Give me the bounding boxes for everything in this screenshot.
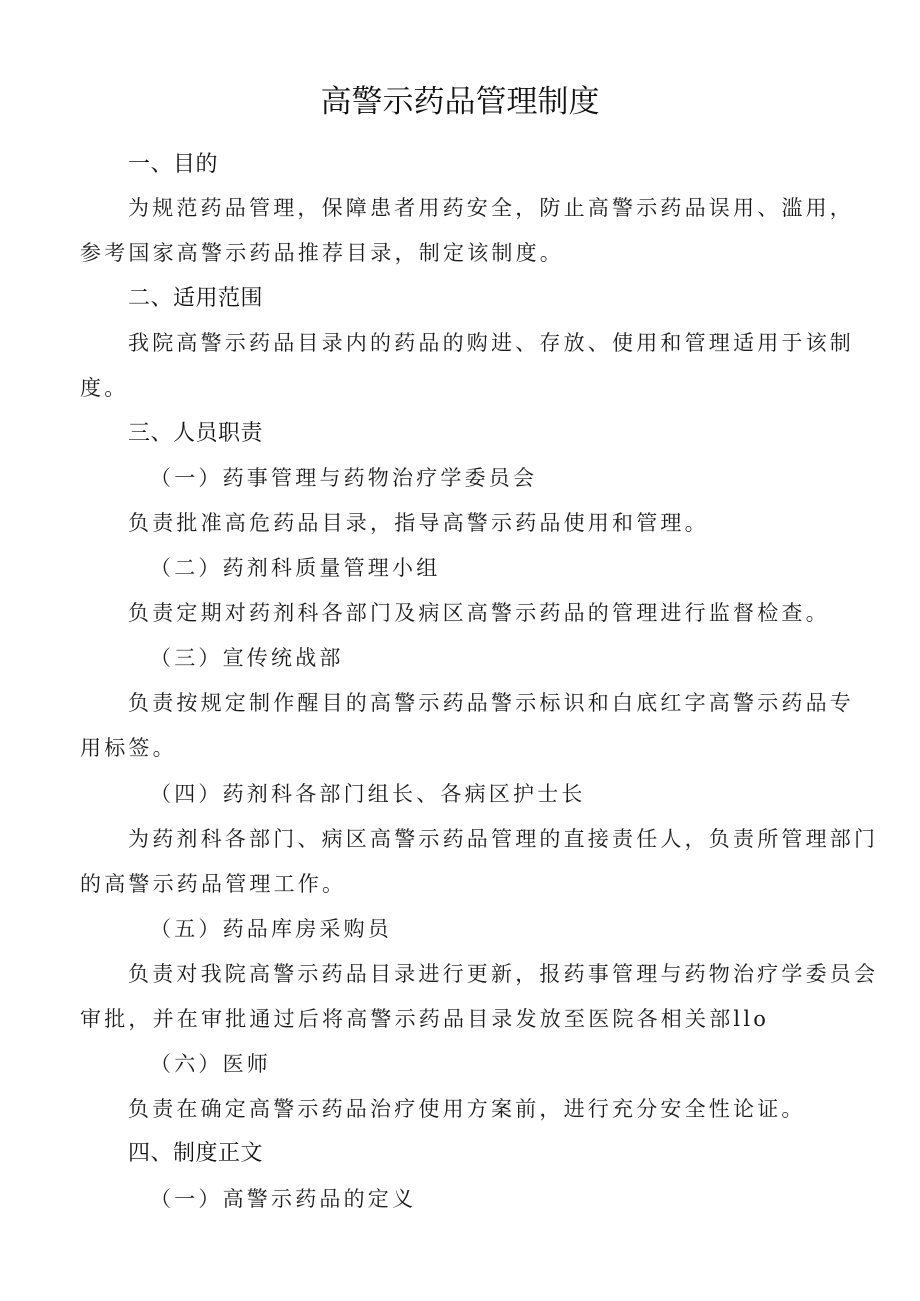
duty-subheading-1: （一）药事管理与药物治疗学委员会 (150, 466, 538, 490)
document-title: 高警示药品管理制度 (320, 84, 600, 120)
duty-1-line-1: 负责批准高危药品目录，指导高警示药品使用和管理。 (128, 511, 709, 535)
scope-paragraph-line-1: 我院高警示药品目录内的药品的购进、存放、使用和管理适用于该制 (128, 331, 854, 355)
duty-4-line-2: 的高警示药品管理工作。 (80, 872, 347, 896)
duty-subheading-4: （四）药剂科各部门组长、各病区护士长 (150, 782, 586, 806)
duty-2-line-1: 负责定期对药剂科各部门及病区高警示药品的管理进行监督检查。 (128, 601, 830, 625)
duty-3-line-2: 用标签。 (80, 736, 177, 760)
duty-subheading-2: （二）药剂科质量管理小组 (150, 556, 441, 580)
section-heading-purpose: 一、目的 (128, 152, 219, 177)
section-heading-scope: 二、适用范围 (128, 286, 264, 311)
main-text-subheading-1: （一）高警示药品的定义 (150, 1187, 417, 1211)
duty-3-line-1: 负责按规定制作醒目的高警示药品警示标识和白底红字高警示药品专 (128, 691, 854, 715)
duty-subheading-6: （六）医师 (150, 1052, 271, 1076)
duty-subheading-5: （五）药品库房采购员 (150, 917, 392, 941)
duty-4-line-1: 为药剂科各部门、病区高警示药品管理的直接责任人，负责所管理部门 (128, 827, 879, 851)
purpose-paragraph-line-1: 为规范药品管理，保障患者用药安全，防止高警示药品误用、滥用， (128, 196, 854, 220)
purpose-paragraph-line-2: 参考国家高警示药品推荐目录，制定该制度。 (80, 241, 564, 265)
duty-5-line-1: 负责对我院高警示药品目录进行更新，报药事管理与药物治疗学委员会 (128, 962, 879, 986)
duty-5-line-2: 审批，并在审批通过后将高警示药品目录发放至医院各相关部llo (80, 1007, 770, 1031)
duty-subheading-3: （三）宣传统战部 (150, 646, 344, 670)
scope-paragraph-line-2: 度。 (80, 376, 129, 400)
duty-6-line-1: 负责在确定高警示药品治疗使用方案前，进行充分安全性论证。 (128, 1097, 806, 1121)
section-heading-duties: 三、人员职责 (128, 421, 264, 446)
section-heading-main-text: 四、制度正文 (128, 1141, 264, 1166)
